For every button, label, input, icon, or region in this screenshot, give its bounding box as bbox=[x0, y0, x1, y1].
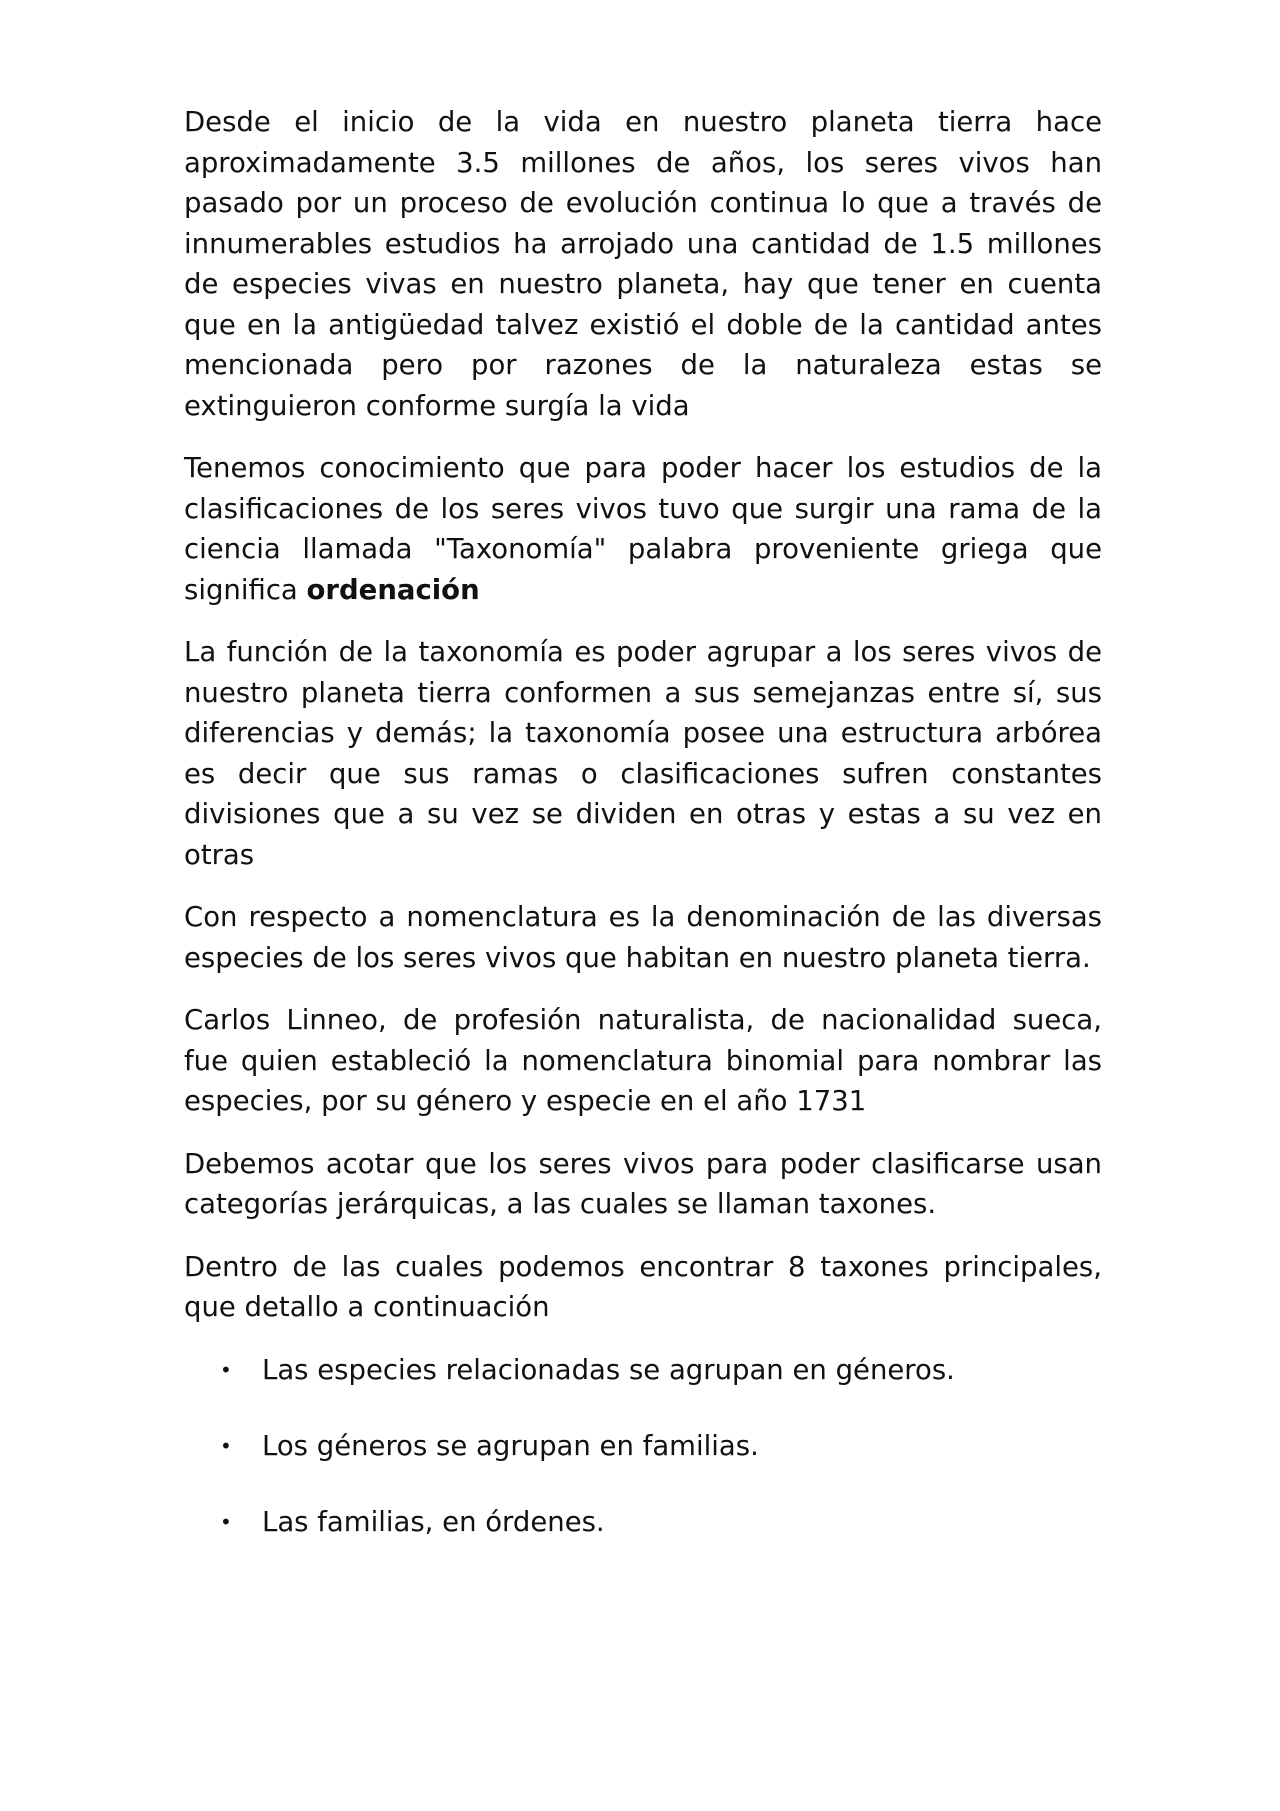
paragraph-2-bold-term: ordenación bbox=[306, 573, 480, 606]
paragraph-3: La función de la taxonomía es poder agrupar a los seres vivos de nuestro planeta tierra conformen a sus semejanzas entre sí, sus diferencias y demás; la taxonomía posee una estructura arbórea es decir que sus ramas o clasificaciones sufren constantes divisiones que a su vez se dividen en otras y estas a su vez en otras bbox=[184, 636, 1102, 871]
list-item bbox=[184, 1350, 1102, 1426]
list-item bbox=[184, 1426, 1102, 1502]
paragraph-4: Con respecto a nomenclatura es la denominación de las diversas especies de los seres vivos que habitan en nuestro planeta tierra. bbox=[184, 901, 1102, 974]
list-item-text: Los géneros se agrupan en familias. bbox=[262, 1429, 759, 1462]
paragraph-2 bbox=[184, 448, 1102, 610]
paragraph-6: Debemos acotar que los seres vivos para poder clasificarse usan categorías jerárquicas, a las cuales se llaman taxones. bbox=[184, 1147, 1102, 1220]
bullet-dot-icon: • bbox=[220, 1357, 232, 1382]
list-item-text: Las especies relacionadas se agrupan en géneros. bbox=[262, 1353, 955, 1386]
taxon-bullet-list bbox=[184, 1350, 1102, 1578]
list-item-text: Las familias, en órdenes. bbox=[262, 1505, 605, 1538]
paragraph-5: Carlos Linneo, de profesión naturalista, de nacionalidad sueca, fue quien estableció la nomenclatura binomial para nombrar las especies, por su género y especie en el año 1731 bbox=[184, 1004, 1102, 1117]
document-body bbox=[184, 102, 1102, 1578]
paragraph-7: Dentro de las cuales podemos encontrar 8 taxones principales, que detallo a continuación bbox=[184, 1250, 1102, 1323]
list-item bbox=[184, 1502, 1102, 1578]
bullet-dot-icon: • bbox=[220, 1509, 232, 1534]
bullet-dot-icon: • bbox=[220, 1433, 232, 1458]
paragraph-2-text: Tenemos conocimiento que para poder hacer los estudios de la clasificaciones de los seres vivos tuvo que surgir una rama de la ciencia llamada "Taxonomía" palabra proveniente griega que significa bbox=[184, 452, 1102, 606]
paragraph-1: Desde el inicio de la vida en nuestro planeta tierra hace aproximadamente 3.5 millones de años, los seres vivos han pasado por un proceso de evolución continua lo que a través de innumerables estudios ha arrojado una cantidad de 1.5 millones de especies vivas en nuestro planeta, hay que tener en cuenta que en la antigüedad talvez existió el doble de la cantidad antes mencionada pero por razones de la naturaleza estas se extinguieron conforme surgía la vida bbox=[184, 106, 1102, 422]
